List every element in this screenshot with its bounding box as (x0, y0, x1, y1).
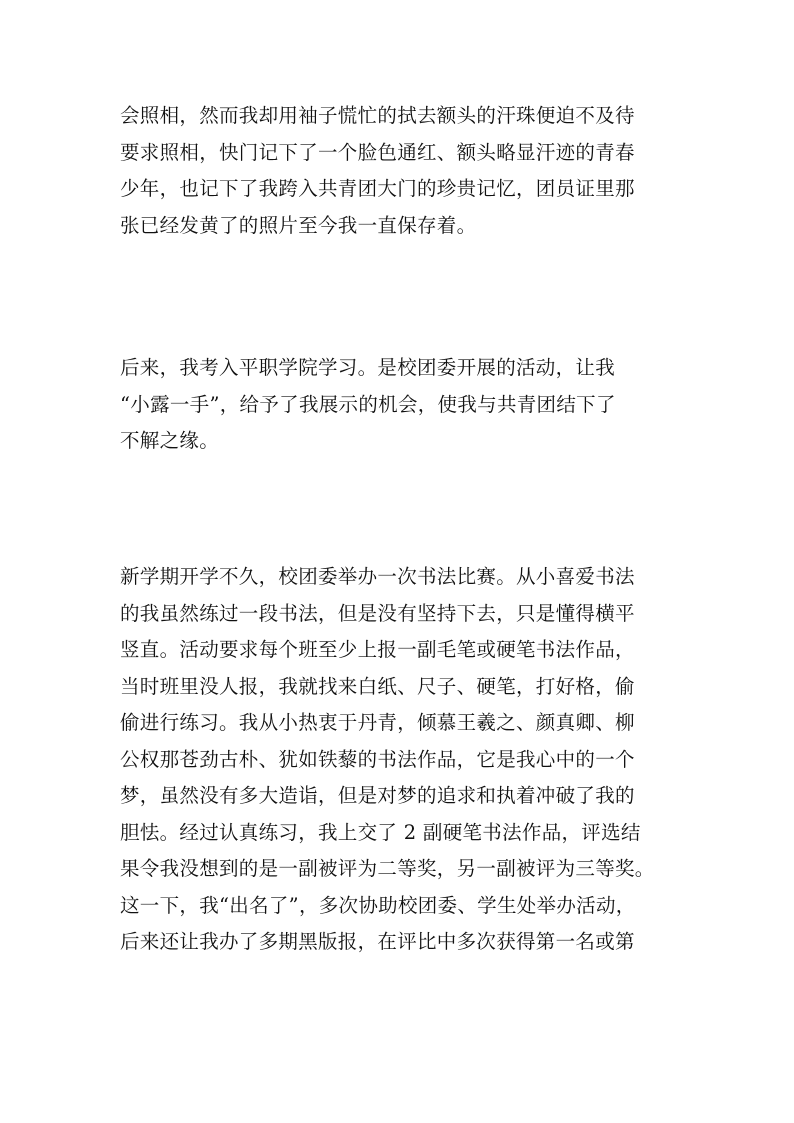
text-line: 公权那苍劲古朴、犹如铁藜的书法作品，它是我心中的一个 (120, 747, 635, 771)
text-line: “小露一手”，给予了我展示的机会，使我与共青团结下了 (120, 392, 616, 416)
text-line: 不解之缘。 (120, 429, 220, 452)
text-line: 梦，虽然没有多大造诣，但是对梦的追求和执着冲破了我的 (120, 784, 635, 807)
text-line: 新学期开学不久，校团委举办一次书法比赛。从小喜爱书法 (120, 565, 635, 588)
text-line: 后来还让我办了多期黑版报，在评比中多次获得第一名或第 (120, 930, 635, 953)
text-line: 果令我没想到的是一副被评为二等奖，另一副被评为三等奖。 (120, 857, 655, 880)
text-line: 后来，我考入平职学院学习。是校团委开展的活动，让我 (120, 356, 616, 379)
paragraph-college (120, 350, 690, 460)
text-line: 胆怯。经过认真练习，我上交了 2 副硬笔书法作品，评选结 (120, 820, 641, 844)
text-line: 偷进行练习。我从小热衷于丹青，倾慕王羲之、颜真卿、柳 (120, 711, 635, 734)
text-line: 少年，也记下了我跨入共青团大门的珍贵记忆，团员证里那 (120, 177, 635, 200)
text-line: 这一下，我“出名了”，多次协助校团委、学生处举办活动， (120, 893, 636, 917)
text-line: 当时班里没人报，我就找来白纸、尺子、硬笔，打好格，偷 (120, 674, 635, 698)
paragraph-photo-memory (120, 98, 690, 244)
text-line: 会照相，然而我却用袖子慌忙的拭去额头的汗珠便迫不及待 (120, 104, 635, 127)
text-line: 的我虽然练过一段书法，但是没有坚持下去，只是懂得横平 (120, 601, 635, 625)
text-line: 要求照相，快门记下了一个脸色通红、额头略显汗迹的青春 (120, 140, 635, 164)
text-line: 张已经发黄了的照片至今我一直保存着。 (120, 213, 477, 237)
text-line: 竖直。活动要求每个班至少上报一副毛笔或硬笔书法作品， (120, 638, 635, 661)
paragraph-calligraphy-contest (120, 559, 690, 961)
